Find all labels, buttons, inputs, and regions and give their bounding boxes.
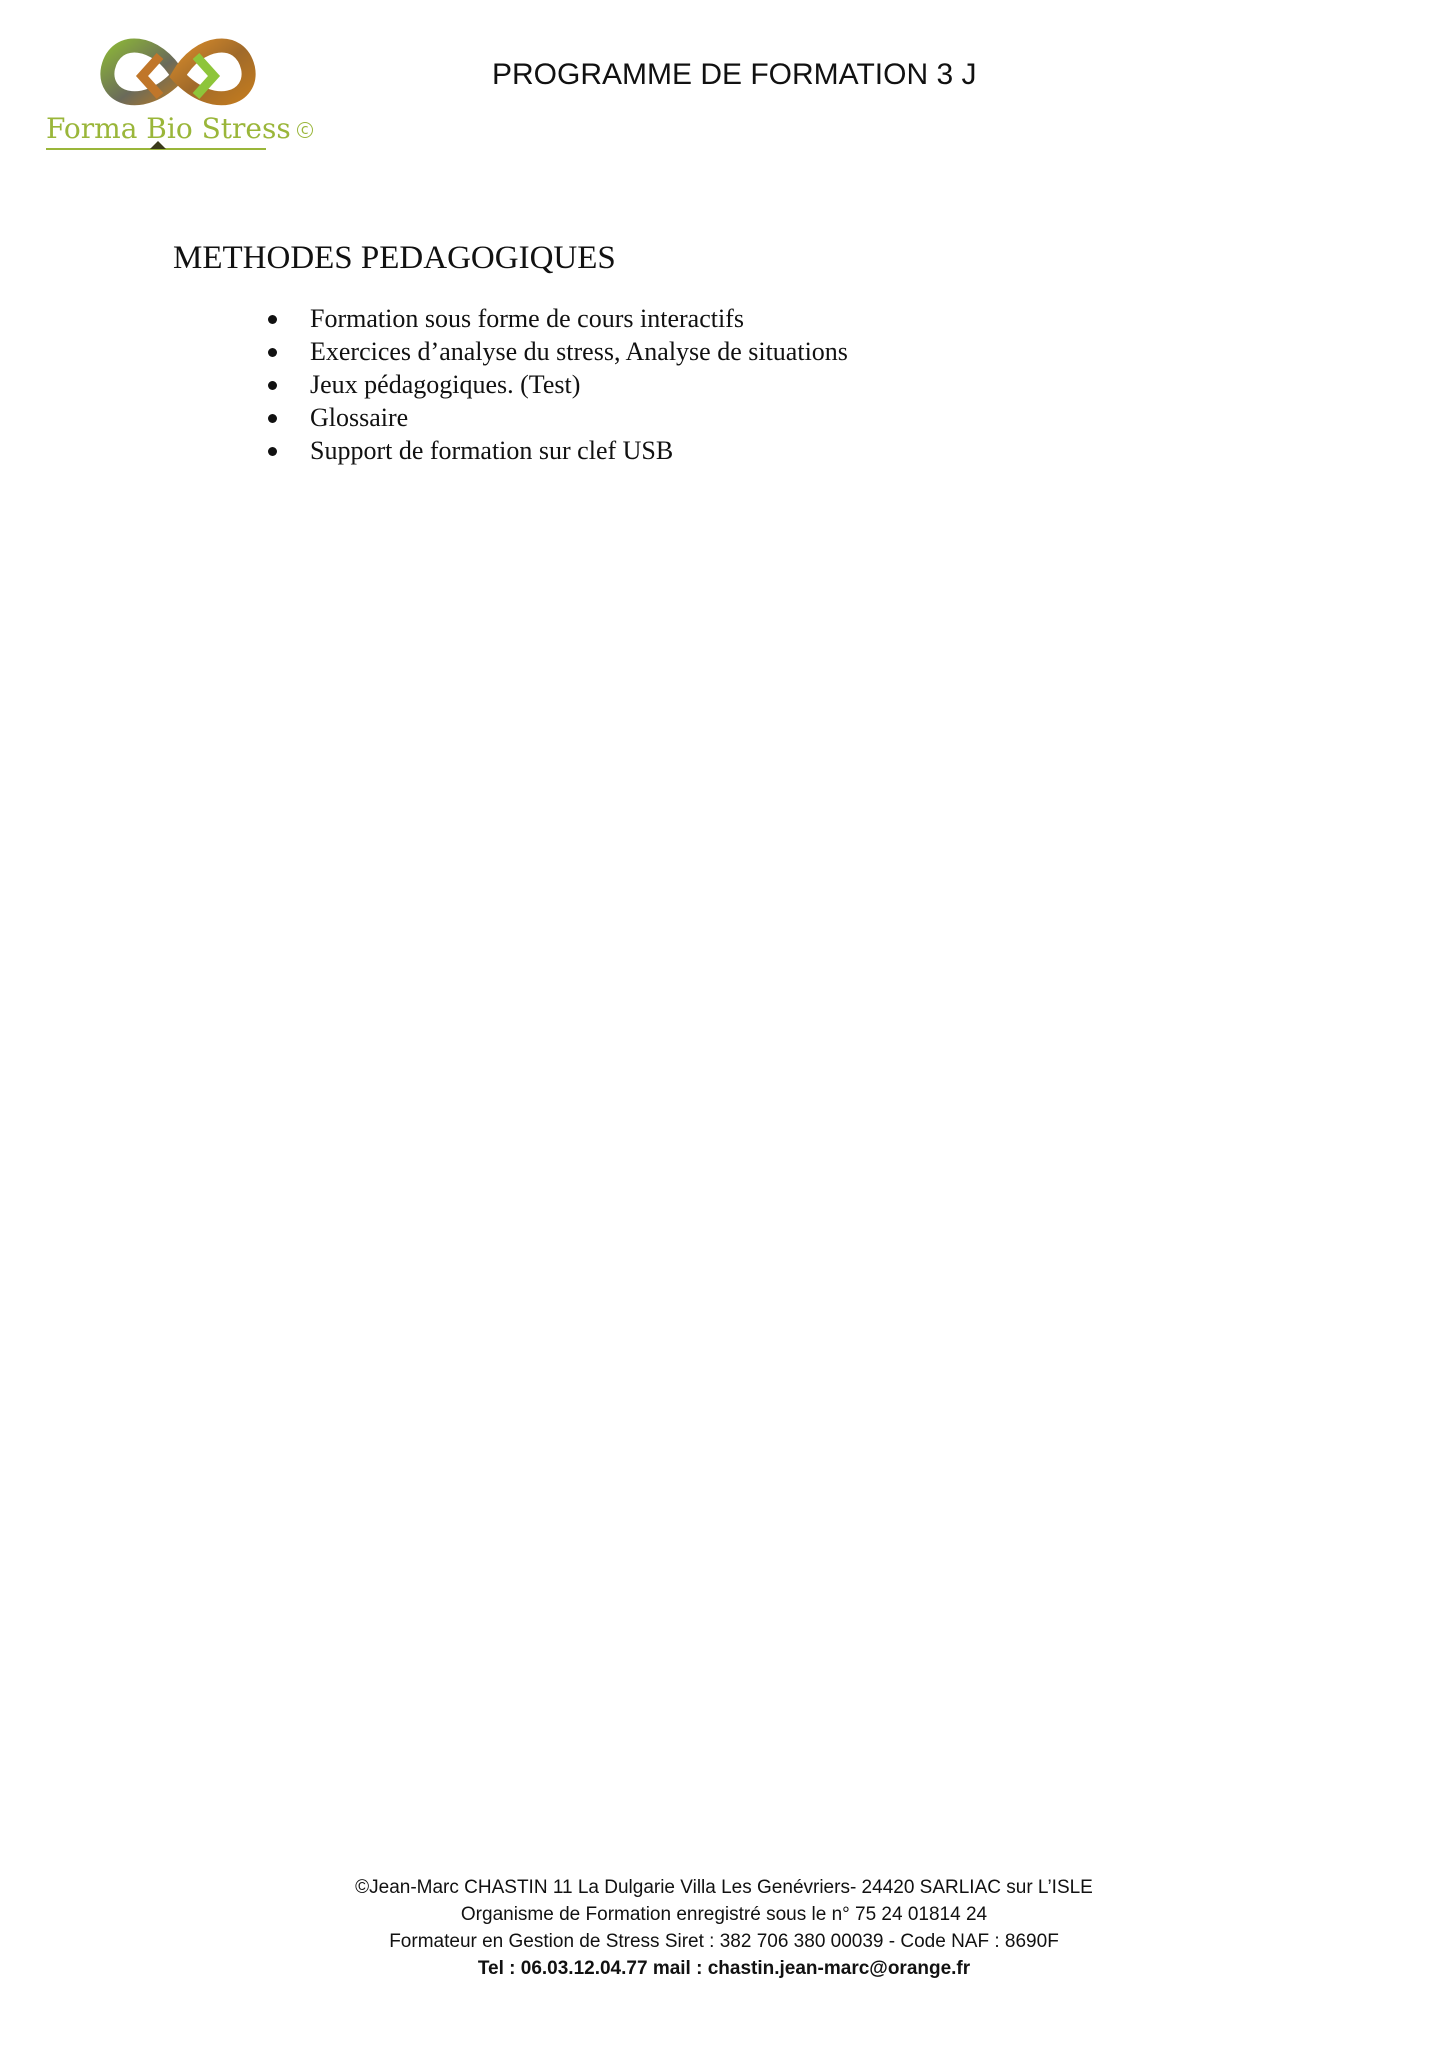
footer-siret: Formateur en Gestion de Stress Siret : 382 706 380 00039 - Code NAF : 8690F [389,1931,1059,1952]
list-item [258,368,848,401]
bullet-icon [268,414,277,423]
logo-text [46,112,313,145]
list-item-text: Formation sous forme de cours interactifs [310,304,744,333]
copyright-icon: c [297,122,313,138]
bullet-icon [268,315,277,324]
logo-name: Forma Bio Stress [46,112,291,145]
page-footer [0,1874,1448,1982]
bullet-icon [268,348,277,357]
list-item [258,335,848,368]
footer-registration: Organisme de Formation enregistré sous le n° 75 24 01814 24 [460,1904,988,1925]
list-item [258,434,848,467]
logo-triangle-icon [150,141,166,149]
list-item-text: Glossaire [310,403,409,432]
list-item [258,302,848,335]
bullet-icon [268,447,277,456]
section-heading: METHODES PEDAGOGIQUES [173,240,616,276]
list-item-text: Support de formation sur clef USB [310,436,674,465]
logo [40,28,309,158]
page-title: PROGRAMME DE FORMATION 3 J [492,58,977,91]
bullet-icon [268,381,277,390]
infinity-logo-icon [88,28,268,124]
list-item [258,401,848,434]
list-item-text: Jeux pédagogiques. (Test) [310,370,581,399]
methods-list [258,302,848,467]
footer-address: ©Jean-Marc CHASTIN 11 La Dulgarie Villa Les Genévriers- 24420 SARLIAC sur L’ISLE [355,1877,1093,1898]
list-item-text: Exercices d’analyse du stress, Analyse de situations [310,337,848,366]
footer-contact: Tel : 06.03.12.04.77 mail : chastin.jean-marc@orange.fr [477,1958,971,1979]
